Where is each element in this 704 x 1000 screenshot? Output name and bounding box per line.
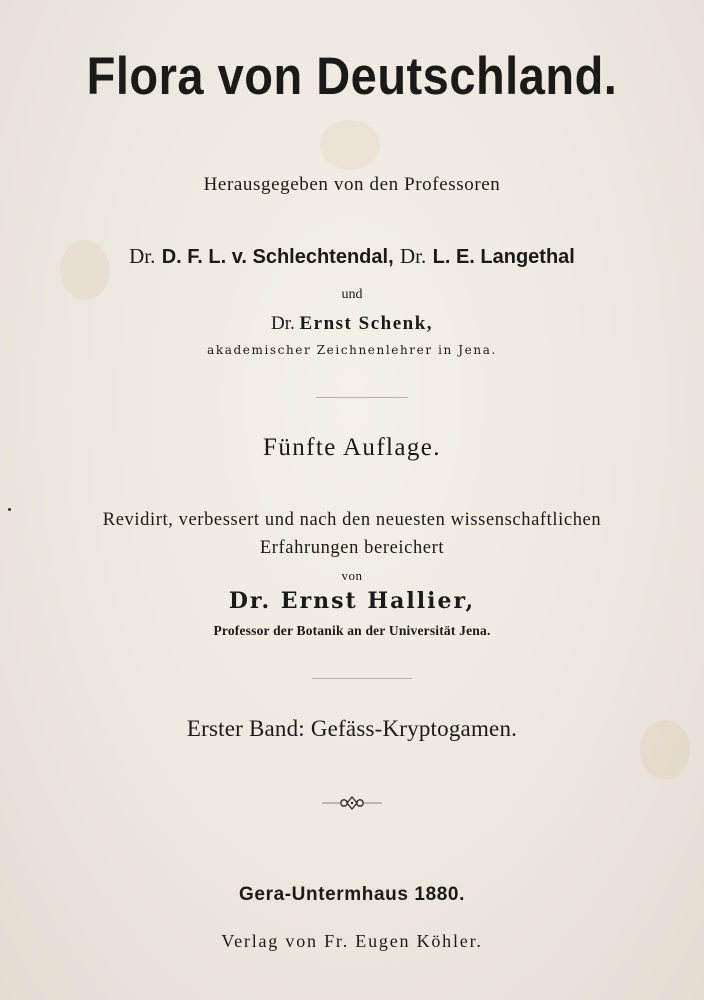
editors-intro: Herausgegeben von den Professoren: [203, 174, 501, 195]
reviser-title: Professor der Botanik an der Universität Jena.: [213, 623, 491, 638]
revision-line-1: Revidirt, verbessert und nach den neuesten wissenschaftlichen: [102, 510, 602, 530]
editor-c-name: Ernst Schenk,: [299, 313, 434, 334]
editor-b-prefix: Dr.: [400, 244, 427, 268]
editor-a-name: D. F. L. v. Schlechtendal,: [161, 246, 394, 268]
divider: [316, 397, 408, 398]
imprint-publisher: Verlag von Fr. Eugen Köhler.: [221, 931, 483, 951]
volume-title: Erster Band: Gefäss-Kryptogamen.: [186, 716, 518, 741]
editor-a-prefix: Dr.: [129, 244, 156, 268]
imprint-place-year: Gera-Untermhaus 1880.: [239, 884, 465, 905]
reviser-name: Dr. Ernst Hallier,: [228, 588, 476, 614]
book-title: Flora von Deutschland.: [86, 45, 618, 106]
revision-von: von: [341, 568, 363, 583]
editor-b-name: L. E. Langethal: [432, 246, 575, 268]
edition: Fünfte Auflage.: [263, 434, 441, 461]
paper-stain: [320, 120, 380, 170]
revision-line-2: Erfahrungen bereichert: [259, 538, 445, 558]
editor-c-title: akademischer Zeichnenlehrer in Jena.: [207, 343, 497, 357]
editor-c-line: [0, 313, 704, 335]
ornament-icon: [322, 794, 382, 812]
conjunction: und: [341, 287, 363, 302]
divider: [312, 678, 412, 679]
editors-line: [0, 244, 704, 269]
editor-c-prefix: Dr.: [270, 313, 295, 334]
